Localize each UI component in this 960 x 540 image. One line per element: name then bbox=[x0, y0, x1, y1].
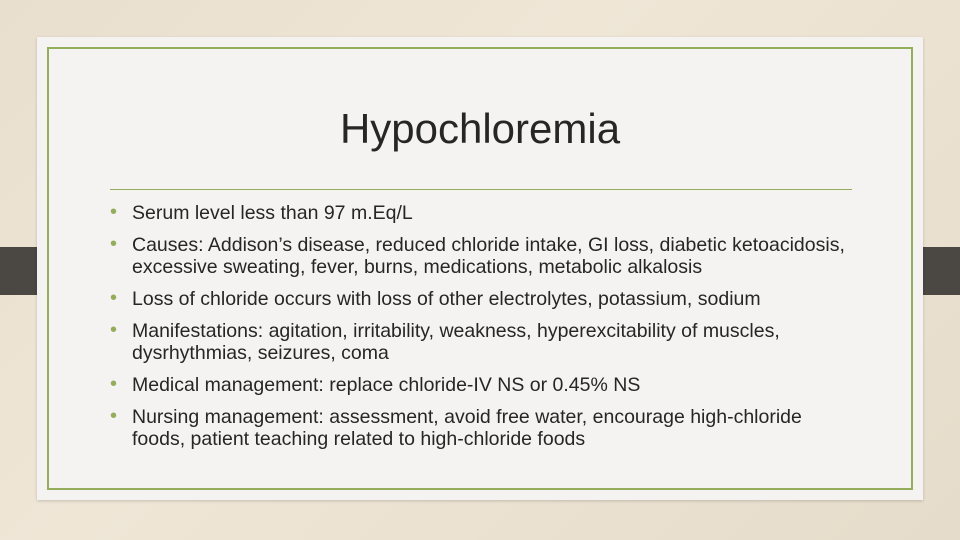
bullet-item bbox=[110, 374, 860, 396]
bullet-text: Nursing management: assessment, avoid free water, encourage high-chloride foods, patient teaching related to high-chloride foods bbox=[132, 406, 802, 450]
bullet-icon: • bbox=[110, 405, 118, 427]
bullet-item bbox=[110, 406, 860, 450]
bullet-item bbox=[110, 288, 860, 310]
bullet-text: Manifestations: agitation, irritability, weakness, hyperexcitability of muscles, dysrhythmias, seizures, coma bbox=[132, 320, 780, 364]
bullet-list bbox=[110, 202, 860, 460]
bullet-item bbox=[110, 320, 860, 364]
bullet-text: Causes: Addison’s disease, reduced chloride intake, GI loss, diabetic ketoacidosis, excessive sweating, fever, burns, medications, metabolic alkalosis bbox=[132, 234, 845, 278]
bullet-text: Serum level less than 97 m.Eq/L bbox=[132, 202, 413, 224]
bullet-text: Loss of chloride occurs with loss of other electrolytes, potassium, sodium bbox=[132, 288, 761, 310]
bullet-text: Medical management: replace chloride-IV NS or 0.45% NS bbox=[132, 374, 641, 396]
bullet-item bbox=[110, 234, 860, 278]
bullet-icon: • bbox=[110, 319, 118, 341]
bullet-item bbox=[110, 202, 860, 224]
slide-title: Hypochloremia bbox=[339, 105, 621, 152]
bullet-icon: • bbox=[110, 373, 118, 395]
bullet-icon: • bbox=[110, 233, 118, 255]
bullet-icon: • bbox=[110, 287, 118, 309]
title-divider bbox=[110, 189, 852, 190]
bullet-icon: • bbox=[110, 201, 118, 223]
